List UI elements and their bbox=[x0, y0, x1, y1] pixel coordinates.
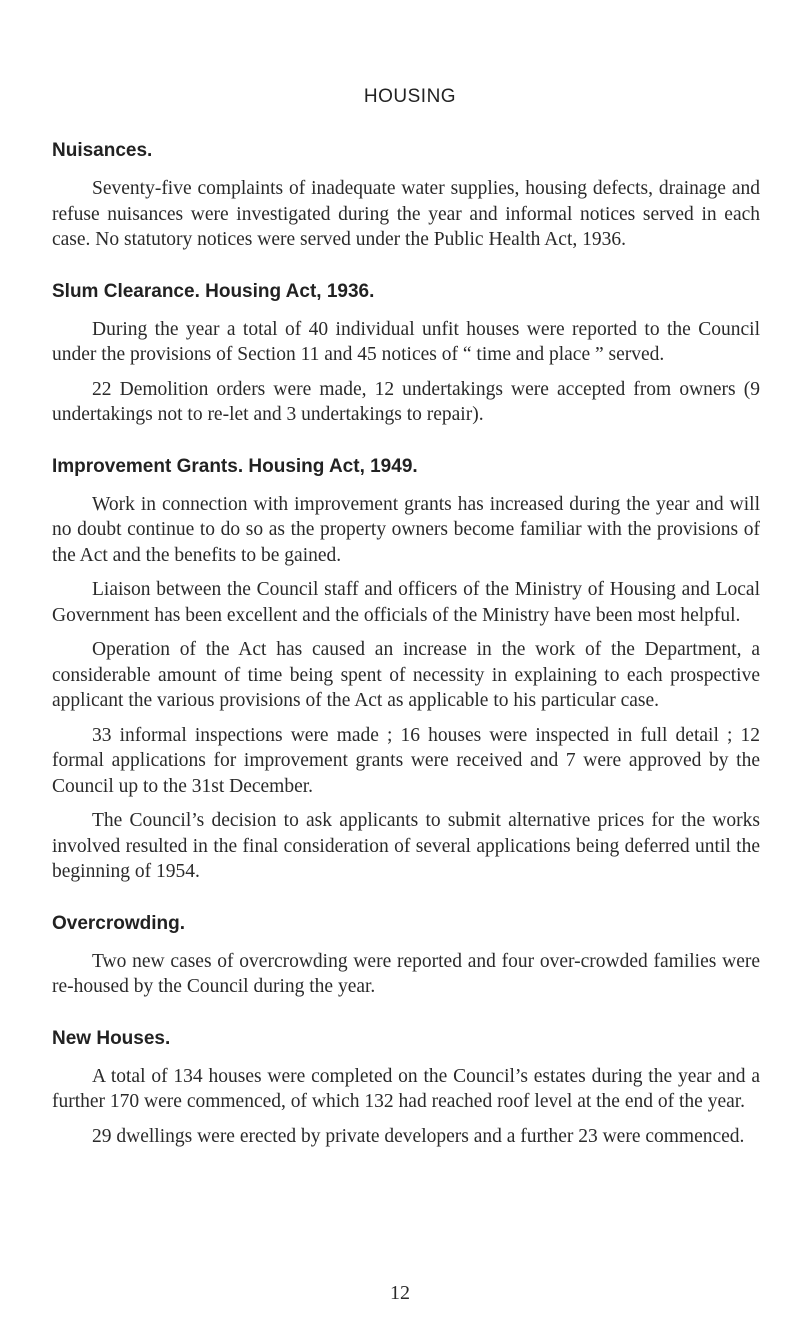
paragraph: During the year a total of 40 individual unfit houses were reported to the Council under the provisions of Section 11 and 45 notices of “ time and place ” served. bbox=[52, 318, 760, 365]
paragraph: Work in connection with improvement grants has increased during the year and will no doubt continue to do so as the property owners become familiar with the provisions of the Act and the benefits to be gained. bbox=[52, 493, 760, 566]
section-heading: Nuisances. bbox=[52, 140, 153, 161]
paragraph: Liaison between the Council staff and officers of the Ministry of Housing and Local Government has been excellent and the officials of the Ministry have been most helpful. bbox=[52, 579, 760, 626]
paragraph: Operation of the Act has caused an increase in the work of the Department, a considerable amount of time being spent of necessity in explaining to each prospective applicant the various provisions of the Act as applicable to his particular case. bbox=[52, 639, 760, 711]
paragraph: A total of 134 houses were completed on the Council’s estates during the year and a further 170 were commenced, of which 132 had reached roof level at the end of the year. bbox=[52, 1065, 760, 1112]
section-slum-clearance bbox=[52, 281, 760, 428]
page-title: HOUSING bbox=[363, 86, 457, 107]
paragraph: The Council’s decision to ask applicants to submit alternative prices for the works involved resulted in the final consideration of several applications being deferred until the beginning of 1954. bbox=[52, 810, 760, 882]
paragraph: 22 Demolition orders were made, 12 undertakings were accepted from owners (9 undertakings not to re-let and 3 undertakings to repair). bbox=[52, 378, 760, 425]
section-heading: Improvement Grants. Housing Act, 1949. bbox=[52, 455, 418, 477]
page-number: 12 bbox=[390, 1282, 410, 1304]
section-new-houses bbox=[52, 1028, 760, 1150]
paragraph: 29 dwellings were erected by private developers and a further 23 were commenced. bbox=[92, 1125, 745, 1147]
document-page bbox=[52, 86, 760, 1149]
section-improvement-grants bbox=[52, 456, 760, 885]
paragraph: Seventy-five complaints of inadequate water supplies, housing defects, drainage and refuse nuisances were investigated during the year and informal notices served in each case. No statutory notices were served under the Public Health Act, 1936. bbox=[52, 178, 760, 250]
section-nuisances bbox=[52, 140, 760, 253]
section-heading: New Houses. bbox=[52, 1027, 171, 1049]
paragraph: Two new cases of overcrowding were reported and four over-crowded families were re-housed by the Council during the year. bbox=[52, 950, 760, 997]
section-overcrowding bbox=[52, 913, 760, 1000]
section-heading: Slum Clearance. Housing Act, 1936. bbox=[52, 280, 375, 302]
section-heading: Overcrowding. bbox=[52, 912, 186, 934]
paragraph: 33 informal inspections were made ; 16 houses were inspected in full detail ; 12 formal applications for improvement grants were received and 7 were approved by the Council up to the 31st December. bbox=[52, 724, 760, 797]
